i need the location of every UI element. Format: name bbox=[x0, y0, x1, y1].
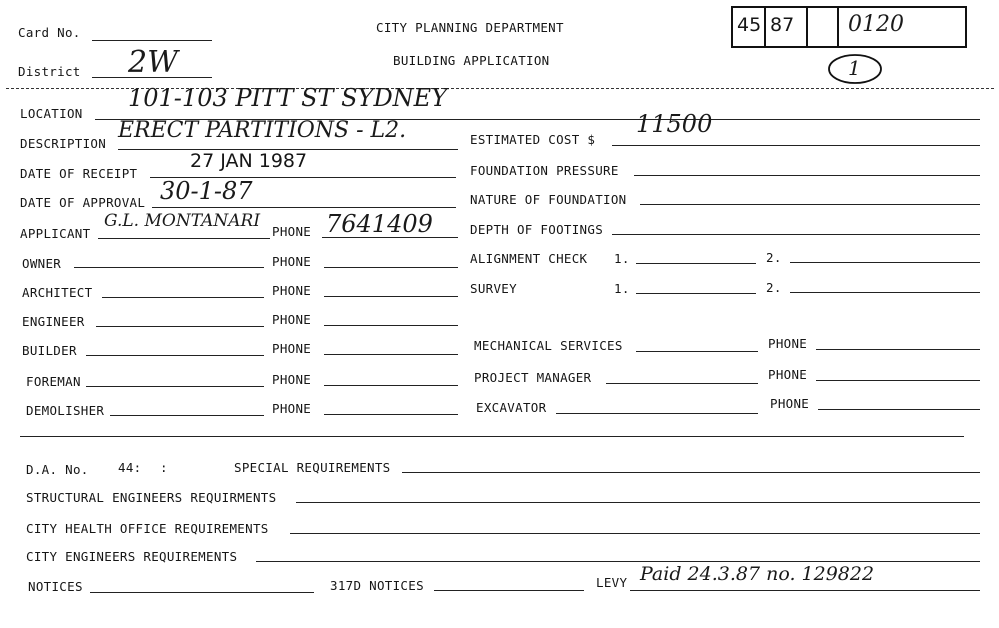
file-no-c: 0120 bbox=[848, 12, 904, 37]
excavator-line bbox=[556, 413, 758, 414]
survey-num-2: 2. bbox=[766, 280, 782, 295]
district-value: 2W bbox=[128, 45, 178, 80]
alignment-check-label: ALIGNMENT CHECK bbox=[470, 251, 588, 266]
da-number-label: D.A. No. bbox=[26, 462, 89, 477]
project-manager-line bbox=[606, 383, 758, 384]
architect-phone-label: PHONE bbox=[272, 283, 312, 298]
owner-phone-line bbox=[324, 267, 458, 268]
project-manager-label: PROJECT MANAGER bbox=[474, 370, 592, 385]
receipt-value: 27 JAN 1987 bbox=[190, 150, 308, 172]
architect-label: ARCHITECT bbox=[22, 285, 93, 300]
file-no-b: 87 bbox=[770, 14, 795, 36]
applicant-phone-value: 7641409 bbox=[326, 210, 433, 238]
applicant-phone-line bbox=[322, 237, 458, 238]
engineer-line bbox=[96, 326, 264, 327]
city-engineers-line bbox=[256, 561, 980, 562]
da-number-value: 44: bbox=[118, 460, 142, 475]
survey-line-2 bbox=[790, 292, 980, 293]
builder-line bbox=[86, 355, 264, 356]
applicant-label: APPLICANT bbox=[20, 226, 91, 241]
file-box-divider-1 bbox=[764, 6, 766, 46]
notices-line bbox=[90, 592, 314, 593]
structural-requirements-line bbox=[296, 502, 980, 503]
location-value: 101-103 PITT ST SYDNEY bbox=[128, 84, 448, 112]
engineer-phone-line bbox=[324, 325, 458, 326]
notices-317d-label: 317D NOTICES bbox=[330, 578, 424, 593]
foreman-label: FOREMAN bbox=[26, 374, 81, 389]
project-manager-phone-line bbox=[816, 380, 980, 381]
mechanical-phone-label: PHONE bbox=[768, 336, 808, 351]
levy-label: LEVY bbox=[596, 575, 628, 590]
excavator-label: EXCAVATOR bbox=[476, 400, 547, 415]
file-box-divider-3 bbox=[837, 6, 839, 46]
approval-line bbox=[152, 207, 456, 208]
demolisher-label: DEMOLISHER bbox=[26, 403, 105, 418]
card-no-label: Card No. bbox=[18, 25, 81, 40]
approval-value: 30-1-87 bbox=[160, 177, 253, 205]
location-label: LOCATION bbox=[20, 106, 83, 121]
circled-number: 1 bbox=[848, 56, 861, 80]
da-number-mark: : bbox=[160, 460, 168, 475]
receipt-label: DATE OF RECEIPT bbox=[20, 166, 138, 181]
foundation-pressure-line bbox=[634, 175, 980, 176]
alignment-num-2: 2. bbox=[766, 250, 782, 265]
health-requirements-label: CITY HEALTH OFFICE REQUIREMENTS bbox=[26, 521, 269, 536]
department-title: CITY PLANNING DEPARTMENT bbox=[376, 20, 564, 35]
special-requirements-label: SPECIAL REQUIREMENTS bbox=[234, 460, 391, 475]
foreman-line bbox=[86, 386, 264, 387]
alignment-num-1: 1. bbox=[614, 251, 630, 266]
mechanical-services-line bbox=[636, 351, 758, 352]
alignment-line-1 bbox=[636, 263, 756, 264]
form-title: BUILDING APPLICATION bbox=[393, 53, 550, 68]
survey-num-1: 1. bbox=[614, 281, 630, 296]
engineer-phone-label: PHONE bbox=[272, 312, 312, 327]
notices-label: NOTICES bbox=[28, 579, 83, 594]
architect-phone-line bbox=[324, 296, 458, 297]
mechanical-phone-line bbox=[816, 349, 980, 350]
builder-phone-line bbox=[324, 354, 458, 355]
applicant-value: G.L. MONTANARI bbox=[104, 211, 261, 231]
applicant-line bbox=[98, 238, 270, 239]
estimated-cost-line bbox=[612, 145, 980, 146]
demolisher-line bbox=[110, 415, 264, 416]
owner-line bbox=[74, 267, 264, 268]
district-label: District bbox=[18, 64, 81, 79]
project-manager-phone-label: PHONE bbox=[768, 367, 808, 382]
levy-value: Paid 24.3.87 no. 129822 bbox=[640, 563, 875, 585]
architect-line bbox=[102, 297, 264, 298]
card-no-line bbox=[92, 40, 212, 41]
demolisher-phone-label: PHONE bbox=[272, 401, 312, 416]
builder-phone-label: PHONE bbox=[272, 341, 312, 356]
estimated-cost-value: 11500 bbox=[636, 110, 713, 138]
survey-label: SURVEY bbox=[470, 281, 517, 296]
levy-line bbox=[630, 590, 980, 591]
district-line bbox=[92, 77, 212, 78]
alignment-line-2 bbox=[790, 262, 980, 263]
owner-label: OWNER bbox=[22, 256, 62, 271]
excavator-phone-line bbox=[818, 409, 980, 410]
special-requirements-line bbox=[402, 472, 980, 473]
estimated-cost-label: ESTIMATED COST $ bbox=[470, 132, 596, 147]
foreman-phone-label: PHONE bbox=[272, 372, 312, 387]
depth-of-footings-line bbox=[612, 234, 980, 235]
file-no-a: 45 bbox=[737, 14, 762, 36]
builder-label: BUILDER bbox=[22, 343, 77, 358]
demolisher-phone-line bbox=[324, 414, 458, 415]
health-requirements-line bbox=[290, 533, 980, 534]
nature-of-foundation-line bbox=[640, 204, 980, 205]
file-box-divider-2 bbox=[806, 6, 808, 46]
depth-of-footings-label: DEPTH OF FOOTINGS bbox=[470, 222, 604, 237]
approval-label: DATE OF APPROVAL bbox=[20, 195, 146, 210]
notices-317d-line bbox=[434, 590, 584, 591]
city-engineers-label: CITY ENGINEERS REQUIREMENTS bbox=[26, 549, 238, 564]
mechanical-services-label: MECHANICAL SERVICES bbox=[474, 338, 623, 353]
description-label: DESCRIPTION bbox=[20, 136, 107, 151]
applicant-phone-label: PHONE bbox=[272, 224, 312, 239]
nature-of-foundation-label: NATURE OF FOUNDATION bbox=[470, 192, 627, 207]
section-divider bbox=[20, 436, 964, 437]
engineer-label: ENGINEER bbox=[22, 314, 85, 329]
description-value: ERECT PARTITIONS - L2. bbox=[118, 118, 407, 143]
excavator-phone-label: PHONE bbox=[770, 396, 810, 411]
owner-phone-label: PHONE bbox=[272, 254, 312, 269]
structural-requirements-label: STRUCTURAL ENGINEERS REQUIRMENTS bbox=[26, 490, 277, 505]
survey-line-1 bbox=[636, 293, 756, 294]
foundation-pressure-label: FOUNDATION PRESSURE bbox=[470, 163, 619, 178]
foreman-phone-line bbox=[324, 385, 458, 386]
